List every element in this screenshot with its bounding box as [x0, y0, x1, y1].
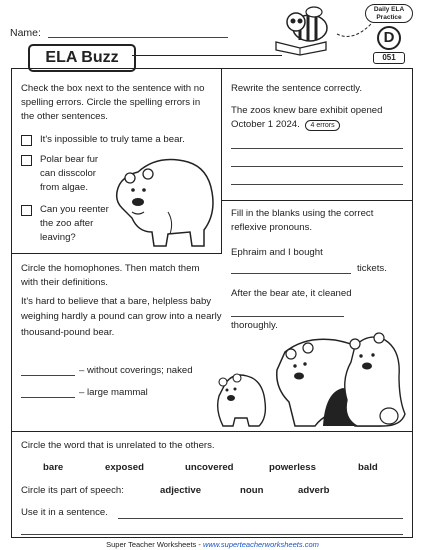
word-option-exposed[interactable]: exposed — [105, 462, 144, 473]
spelling-option-1: It's inpossible to truly tame a bear. — [40, 134, 185, 145]
name-label: Name: — [10, 27, 41, 39]
word-option-powerless[interactable]: powerless — [269, 462, 316, 473]
spelling-option-2: Polar bear fur can disscolor from algae. — [40, 154, 99, 193]
page-title: ELA Buzz — [45, 49, 119, 66]
divider-bottom-h — [11, 431, 413, 432]
bear-family-icon — [205, 322, 410, 430]
daily-practice-badge — [365, 4, 413, 64]
reflexive-blank-2[interactable] — [231, 316, 344, 317]
name-field[interactable] — [48, 37, 228, 38]
rewrite-line-1[interactable] — [231, 148, 403, 149]
rewrite-line-3[interactable] — [231, 184, 403, 185]
errors-badge: 4 errors — [305, 120, 339, 131]
polar-bear-icon — [108, 152, 220, 252]
homophones-instructions: Circle the homophones. Then match them with their definitions. — [21, 263, 200, 288]
title-rule — [132, 55, 282, 56]
words-instructions: Circle the word that is unrelated to the others. — [21, 440, 215, 451]
badge-number: 051 — [373, 52, 405, 64]
homophone-blank-2[interactable] — [21, 397, 75, 398]
footer-brand: Super Teacher Worksheets - — [106, 540, 203, 549]
pos-option-noun[interactable]: noun — [240, 485, 264, 496]
word-option-bare[interactable]: bare — [43, 462, 64, 473]
reflexive-sentence-1-start: Ephraim and I bought — [231, 247, 323, 258]
word-option-uncovered[interactable]: uncovered — [185, 462, 234, 473]
homophone-blank-1[interactable] — [21, 375, 75, 376]
reflexive-blank-1[interactable] — [231, 273, 351, 274]
part-of-speech-label: Circle its part of speech: — [21, 485, 124, 496]
footer-url[interactable]: www.superteacherworksheets.com — [202, 540, 319, 549]
use-in-sentence-label: Use it in a sentence. — [21, 507, 108, 518]
spelling-instructions: Check the box next to the sentence with no spelling errors. Circle the spelling errors in the other sentences. — [21, 83, 205, 122]
homophones-passage: It's hard to believe that a bare, helpless baby weighing hardly a pound can grow into a nearly thousand-pound bear. — [21, 296, 222, 338]
reflexive-instructions: Fill in the blanks using the correct reflexive pronouns. — [231, 208, 374, 233]
rewrite-sentence: The zoos knew bare exhibit opened October 1 2024. — [231, 105, 383, 130]
divider-right-h — [221, 200, 413, 201]
spelling-checkbox-2[interactable] — [21, 155, 32, 166]
rewrite-line-2[interactable] — [231, 166, 403, 167]
reflexive-sentence-2-start: After the bear ate, it cleaned — [231, 288, 352, 299]
spelling-checkbox-3[interactable] — [21, 205, 32, 216]
reflexive-sentence-1-end: tickets. — [357, 263, 387, 274]
sentence-line-1[interactable] — [118, 518, 403, 519]
rewrite-sentence-block — [231, 104, 409, 132]
bee-reading-icon — [270, 6, 342, 56]
badge-letter: D — [377, 26, 401, 50]
reflexive-sentence-2-end: thoroughly. — [231, 320, 278, 331]
divider-right-v2 — [221, 200, 222, 253]
pos-option-adverb[interactable]: adverb — [298, 485, 330, 496]
rewrite-instructions: Rewrite the sentence correctly. — [231, 83, 362, 94]
spelling-checkbox-1[interactable] — [21, 135, 32, 146]
spelling-option-3: Can you reenter the zoo after leaving? — [40, 204, 109, 243]
divider-left-h — [11, 253, 222, 254]
word-option-bald[interactable]: bald — [358, 462, 378, 473]
definition-1: – without coverings; naked — [79, 365, 193, 376]
footer — [0, 540, 425, 549]
badge-top-label: Daily ELA Practice — [365, 4, 413, 23]
pos-option-adjective[interactable]: adjective — [160, 485, 202, 496]
definition-2: – large mammal — [79, 387, 148, 398]
sentence-line-2[interactable] — [21, 534, 403, 535]
